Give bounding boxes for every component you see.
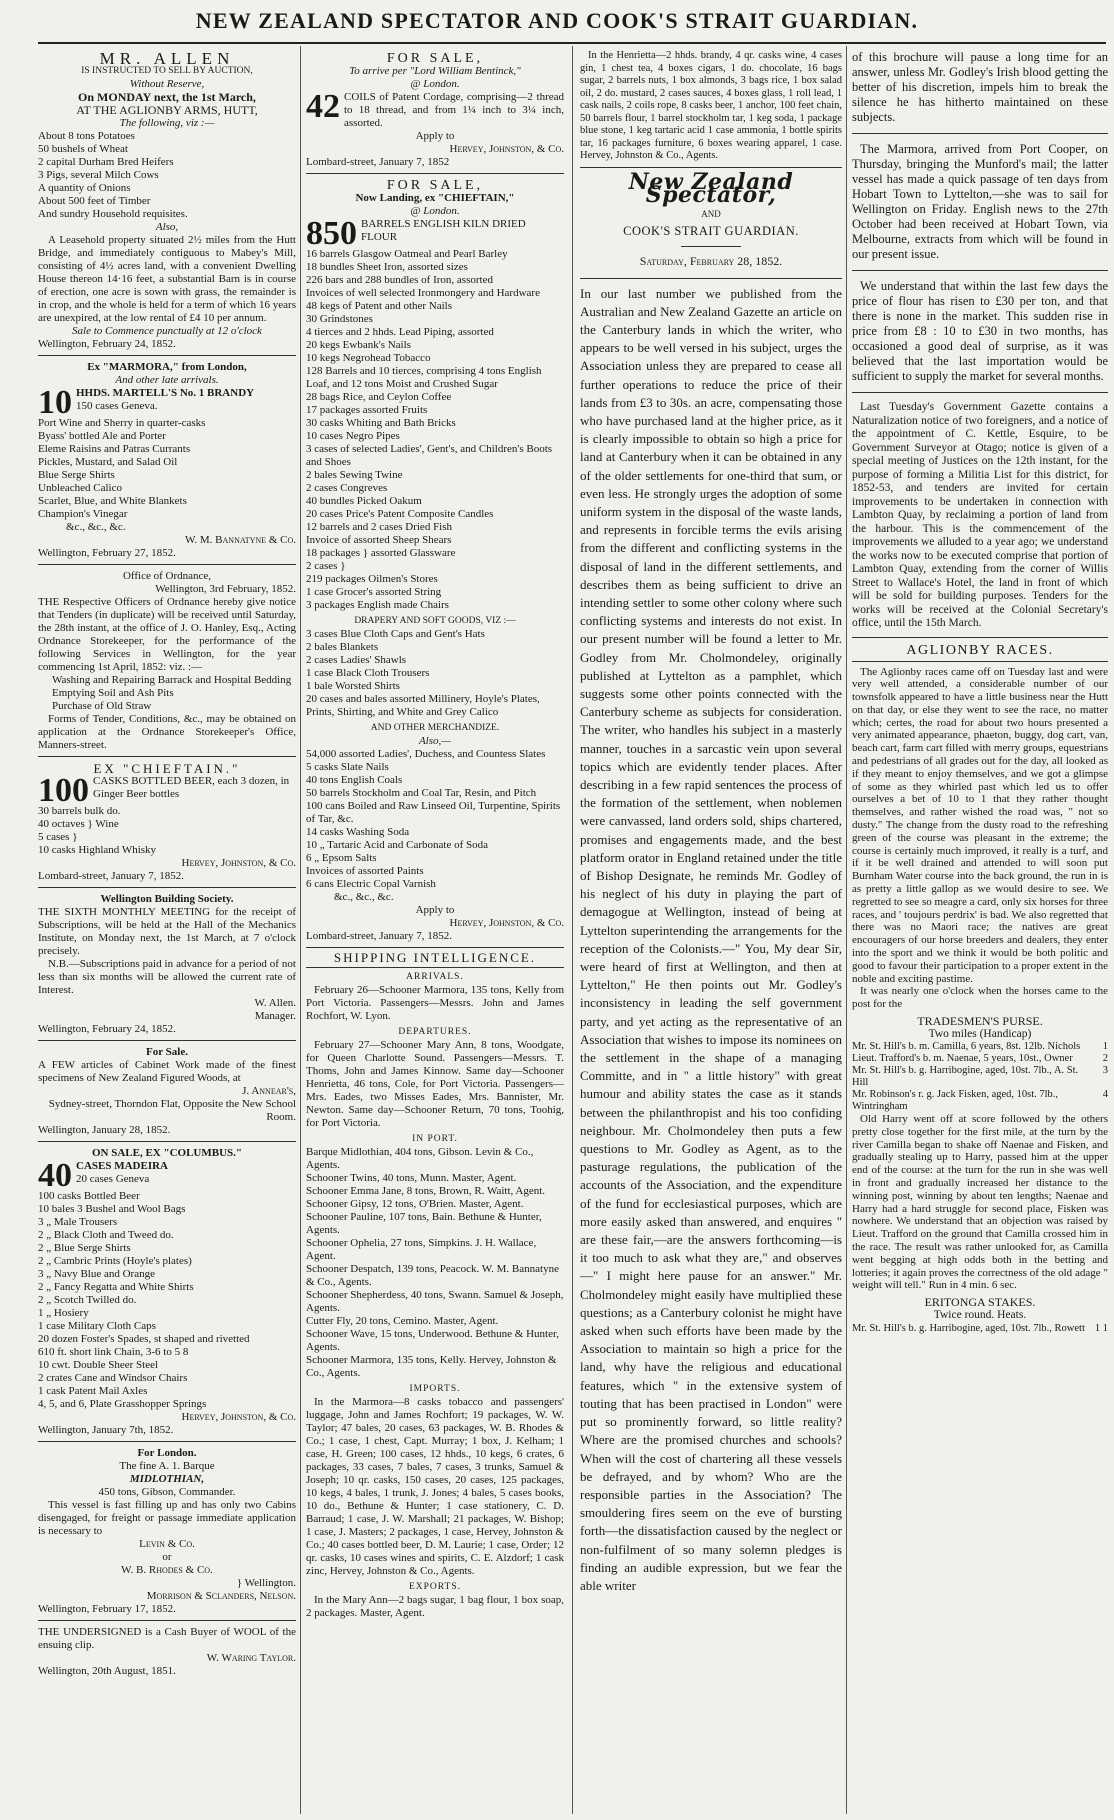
list-item: Cutter Fly, 20 tons, Cemino. Master, Agent. [306,1315,499,1327]
list-item: 2 capital Durham Bred Heifers [38,156,174,168]
list-item: 12 barrels and 2 cases Dried Fish [306,521,453,533]
list-item: Pickles, Mustard, and Salad Oil [38,456,178,468]
list-item: 48 kegs of Patent and other Nails [306,300,453,312]
ad-heading: MR. ALLEN [99,50,235,68]
cabinet-work-ad [38,1044,296,1142]
race-entry-text: Mr. St. Hill's b. m. Camilla, 6 years, 8st. 12lb. Nichols [852,1041,1081,1053]
list-item: 20 cases and bales assorted Millinery, Hoyle's Plates, Prints, Shirting, and White and Grey Calico [306,693,540,718]
ad-subheading: @ London. [410,205,460,217]
ad-number: 10 [38,384,72,421]
list-item: 3 cases Blue Cloth Caps and Gent's Hats [306,628,485,640]
race-entry-place: 3 [1102,1065,1108,1077]
divider [852,661,1108,662]
section-subheading: IMPORTS. [409,1384,461,1394]
item-list [38,130,296,221]
list-item: 3 Pigs, several Milch Cows [38,169,159,181]
list-item: 4, 5, and 6, Plate Grasshopper Springs [38,1398,207,1410]
list-item: 1 case Military Cloth Caps [38,1320,156,1332]
list-item: 1 „ Hosiery [38,1307,89,1319]
ad-body: Forms of Tender, Conditions, &c., may be obtained on application at the Ordnance Storekeeper's Office, Manners-street. [38,713,296,751]
section-subheading: EXPORTS. [408,1582,462,1592]
race-entry [852,1053,1108,1065]
dateline: Lombard-street, January 7, 1852. [306,930,453,942]
dateline: Lombard-street, January 7, 1852 [306,156,450,168]
chieftain-cargo-ad [306,177,564,948]
list-item: 10 cwt. Double Sheer Steel [38,1359,159,1371]
ordnance-notice [38,568,296,757]
list-item: Scarlet, Blue, and White Blankets [38,495,187,507]
ad-line: Without Reserve, [129,78,205,90]
list-item: 40 octaves } Wine [38,818,119,830]
ad-line: Levin & Co. [139,1538,195,1550]
item-list [38,1173,296,1411]
list-item: 10 casks Highland Whisky [38,844,157,856]
ad-line: 150 cases Geneva. [76,400,158,412]
column-rule [572,46,573,1814]
list-item: 2 bales Sewing Twine [306,469,403,481]
ad-body: THE Respective Officers of Ordnance hereby give notice that Tenders (in duplicate) will be received until Saturday, the 28th instant, at the office of J. O. Hanley, Esq., Acting Ordnance Storekeeper, for the performance of the following Services in Wellington, for the year commencing 1st April, 1852: viz. :— [38,596,296,673]
ad-line: The following, viz :— [119,117,215,129]
ad-subheading: AND OTHER MERCHANDIZE. [370,723,500,733]
list-item: 226 bars and 288 bundles of Iron, assorted [306,274,493,286]
list-item: Schooner Wave, 15 tons, Underwood. Bethune & Hunter, Agents. [306,1328,559,1353]
ship-entry: In the Mary Ann—2 bags sugar, 1 bag flour, 1 box soap, 2 packages. Master, Agent. [306,1594,564,1619]
section-subheading: ARRIVALS. [406,972,464,982]
race-entry-place: 4 [1102,1089,1108,1101]
ad-line: Wellington, 3rd February, 1852. [155,583,296,595]
list-item: 20 cases Geneva [76,1173,150,1185]
list-item: 2 cases Congreves [306,482,388,494]
divider [852,637,1108,638]
race-heading: TRADESMEN'S PURSE. [917,1014,1043,1029]
list-item: A quantity of Onions [38,182,131,194]
list-item: 2 „ Scotch Twilled do. [38,1294,137,1306]
list-item: Schooner Pauline, 107 tons, Bain. Bethune & Hunter, Agents. [306,1211,542,1236]
section-heading: AGLIONBY RACES. [906,642,1054,658]
list-item: 30 casks Whiting and Bath Bricks [306,417,456,429]
divider [852,392,1108,393]
list-item: 610 ft. short link Chain, 3-6 to 5 8 [38,1346,189,1358]
chieftain-beer-ad [38,760,296,888]
article-paragraph: Last Tuesday's Government Gazette contains a Naturalization notice of two foreigners, and a notice of the appointment of C. Kettle, Esquire, to be Government Surveyor at Otago; notice is given of a special meeting of Justices on the 12th instant, for the purpose of forming a Militia List for this district, for 1852-53, and tenders are invited for certain improvements to be undertaken in connection with Lambton Quay, by reclaiming a portion of land from the harbour. This is the commencement of the improvements we alluded to a year ago; we understand the works now to be executed comprise that portion of Lambton Quay, extending from the corner of Willis Street to Wallace's Hotel, the land in front of which will be sold for building purposes. Tenders for the works will be received at the Colonial Secretary's office, until the 15th March. [852,401,1108,629]
allen-auction-ad [38,50,296,356]
ad-body: THE SIXTH MONTHLY MEETING for the receipt of Subscriptions, will be held at the Hall of the Mechanics Institute, on Monday next, the 1st March, at 7 o'clock precisely. [38,906,296,957]
column-2 [306,50,564,1812]
list-item: Champion's Vinegar [38,508,128,520]
ad-line: &c., &c., &c. [66,521,126,533]
column-1 [38,50,296,1812]
list-item: Emptying Soil and Ash Pits [52,687,174,699]
ad-signature: Morrison & Sclanders, Nelson. [146,1590,296,1602]
ad-line: &c., &c., &c. [334,891,394,903]
ad-number: 42 [306,88,340,125]
dateline: Wellington, January 28, 1852. [38,1124,171,1136]
list-item: Blue Serge Shirts [38,469,115,481]
list-item: Schooner Emma Jane, 8 tons, Brown, R. Waitt, Agent. [306,1185,546,1197]
issue-date: Saturday, February 28, 1852. [639,253,783,268]
cordage-ad [306,50,564,174]
marmora-ad [38,359,296,565]
dateline: Wellington, January 7th, 1852. [38,1424,174,1436]
ad-line: AT THE AGLIONBY ARMS, HUTT, [76,103,258,117]
list-item: 1 case Black Cloth Trousers [306,667,430,679]
list-item: 50 barrels Stockholm and Coal Tar, Resin, and Pitch [306,787,537,799]
list-item: 4 tierces and 2 hhds. Lead Piping, assorted [306,326,494,338]
item-list [38,805,296,857]
ad-line: The fine A. 1. Barque [119,1460,215,1472]
dateline: Wellington, February 24, 1852. [38,338,176,350]
list-item: Byass' bottled Ale and Porter [38,430,166,442]
race-subheading: Two miles (Handicap) [928,1028,1032,1041]
list-item: 30 Grindstones [306,313,373,325]
ad-line: CASES MADEIRA [76,1160,168,1172]
dateline: Wellington, 20th August, 1851. [38,1665,176,1677]
ad-line: Also, [155,221,179,233]
list-item: Schooner Twins, 40 tons, Munn. Master, Agent. [306,1172,517,1184]
divider [852,270,1108,271]
article-paragraph: Old Harry went off at score followed by the others pretty close together for the first mile, at the turn by the river Camilla began to shake off Naenae and Fisken, and gradually stealing up to Harry, passed him at the upper end of the course: at the turn for the run in she was well in front and gradually increased her distance to the winning post, winning by about ten lengths; Naenae and Harry had a hard struggle for second place, Fisken was nowhere. We understand that an objection was raised by Lieut. Trafford on the ground that Camilla crossed him in the race. The result was rather unlooked for, as Camilla went begging at high odds both in the betting and lotteries; it again proves the correctness of the old adage " weight will tell." Run in 4 min. 6 sec. [852,1113,1108,1292]
list-item: 54,000 assorted Ladies', Duchess, and Countess Slates [306,748,546,760]
list-item: 3 cases of selected Ladies', Gent's, and Children's Boots and Shoes [306,443,553,468]
race-entry-place: 1 [1102,1041,1108,1053]
list-item: Unbleached Calico [38,482,122,494]
section-subheading: IN PORT. [412,1134,458,1144]
divider [580,278,842,279]
list-item: 10 kegs Negrohead Tobacco [306,352,431,364]
list-item: Invoices of well selected Ironmongery and Hardware [306,287,540,299]
ad-line: or [162,1551,172,1563]
list-item: 10 „ Tartaric Acid and Carbonate of Soda [306,839,488,851]
ad-heading: For London. [137,1447,197,1459]
list-item: Invoice of assorted Sheep Shears [306,534,452,546]
ad-line: BARRELS ENGLISH KILN DRIED FLOUR [361,218,526,243]
list-item: 50 bushels of Wheat [38,143,128,155]
list-item: 5 casks Slate Nails [306,761,389,773]
ad-signature: Hervey, Johnston, & Co. [181,1411,296,1423]
ad-line: MIDLOTHIAN, [129,1473,205,1485]
ad-line: Manager. [254,1010,296,1022]
list-item: Schooner Ophelia, 27 tons, Simpkins. J. H. Wallace, Agent. [306,1237,537,1262]
ad-heading: Ex "MARMORA," from London, [87,361,247,373]
list-item: 28 bags Rice, and Ceylon Coffee [306,391,452,403]
list-item: 10 bales 3 Bushel and Wool Bags [38,1203,186,1215]
list-item: 100 cans Boiled and Raw Linseed Oil, Turpentine, Spirits of Tar, &c. [306,800,561,825]
editorial-text: In our last number we published from the Australian and New Zealand Gazette an article on the Canterbury lands in which the writer, who appears to be well versed in his subject, urges the Association unless they are prepared to cease all further operations to reduce the price of their lands from £3 to 30s. an acre, compensating those who have purchased land at the higher price, as it is clearly impossible to obtain so high a price for land at Canterbury when it can be obtained in any of the older settlements for one-third that sum, or even less. He strongly urges the adoption of some uniform system in the disposal of the waste lands, and represents in forcible terms the evils arising from the different and conflicting systems in the disposal of land in the different settlements, and describes them as being sufficient to drive an intending settler to some other colony where such conflicting systems and interests do not exist. In our present number will be found a letter to Mr. Godley from Mr. Cholmondeley, originally published at Lyttelton as a pamphlet, which suggests some other points connected with the Canterbury scheme as subjects for consideration. The writer, who handles his subject in a masterly manner, touches in a sarcastic vein upon several topics which are evidently tender places. After describing in a few rapid sentences the process of the formation of the settlement, when noblemen were canvassed, land orders sold, ships chartered, promises and engagements made, and the best platform orator in England retained under the title of Bishop Designate, he reminds Mr. Godley of his neglect of his duty in playing the part of demagogue at Wellington, instead of being at Lyttelton superintending the arrangements for the reception of the Colonists.—" You, My dear Sir, were heard of first at Wellington, and then at Lyttelton," He then points out Mr. Godley's inconsistency in leading the self government party, and yet acting as the representative of an Association that wishes to impose its nominees on the settlement in the shape of a managing Committe, and in " a little history" with great humour and ability states the case as it stands between the philanthropist and his too confiding neighbour. Mr. Cholmondeley then puts a few questions to Mr. Godley as Agent, as to the pasturage regulations, the publication of the accounts of the Association, and the expenditure of the fund for ecclesiastical purposes, which are more easily asked than answered, and enquires " are these fair,—are the answers forthcoming—is it too much to ask what they are," and observes—" I might here pause for an answer." Mr. Cholmondeley might easily have multiplied these questions; as a Canterbury colonist he might have asked when such efforts have been made by the Association to maintain so high a price for the land, why have the religious and educational features, which " in the extensive system of touting that has been practised in London" were put so prominently forward, so little reality? Where are the promised churches and schools? When will the cost of chartering all these vessels be defrayed, and by whom? Who are the responsible parties in the Association? The smouldering fires seem on the eve of bursting forth—the dissatisfaction caused by the neglect or non-fulfilment of so many solemn pledges is finding an audible expression, but we fear the able writer [580,285,842,1593]
list-item: 2 bales Blankets [306,641,379,653]
wool-buyer-ad [38,1624,296,1682]
list-item: 6 „ Epsom Salts [306,852,377,864]
list-item: 2 crates Cane and Windsor Chairs [38,1372,188,1384]
ad-signature: W. Allen. [254,997,296,1009]
ad-subheading: IS INSTRUCTED TO SELL BY AUCTION, [81,66,253,76]
ad-subheading: DRAPERY AND SOFT GOODS, VIZ :— [354,616,516,626]
newspaper-title: New Zealand Spectator, [628,168,794,208]
ad-subheading: Also,— [418,735,452,747]
ad-number: 850 [306,215,357,252]
list-item: 128 Barrels and 10 tierces, comprising 4 tons English Loaf, and 12 tons Moist and Crushed Sugar [306,365,542,390]
ship-entry: February 26—Schooner Marmora, 135 tons, Kelly from Port Victoria. Passengers—Messrs. John and James Rochfort, W. Lyon. [306,984,564,1022]
list-item: 5 cases } [38,831,78,843]
list-item: 2 „ Fancy Regatta and White Shirts [38,1281,194,1293]
ship-entry: February 27—Schooner Mary Ann, 8 tons, Woodgate, for Queen Charlotte Sound. Passengers—Messrs. T. Thoms, John and James Kinnow. Same day—Schooner Henrietta, 46 tons, Cole, for Port Victoria. Passengers—Mrs. Eades, two Misses Eades, Mrs. Bannister, Mr. Newton. Same day—Schooner Return, 70 tons, Toohig, for Port Victoria. [306,1039,564,1129]
ad-body: This vessel is fast filling up and has only two Cabins disengaged, for freight or passage immediate application is necessary to [38,1499,296,1537]
race-entry-place: 2 [1102,1053,1108,1065]
ad-line: } Wellington. [236,1577,296,1589]
race-entry-text: Mr. St. Hill's b. g. Harribogine, aged, 10st. 7lb., Rowett [852,1323,1085,1335]
list-item: 2 „ Black Cloth and Tweed do. [38,1229,174,1241]
race-entry-place: 1 1 [1094,1323,1108,1335]
list-item: 6 cans Electric Copal Varnish [306,878,436,890]
ad-subheading: To arrive per "Lord William Bentinck," [349,65,521,77]
divider [852,133,1108,134]
newspaper-subtitle: COOK'S STRAIT GUARDIAN. [623,223,799,238]
race-subheading: Twice round. Heats. [933,1309,1027,1322]
list-item: And sundry Household requisites. [38,208,188,220]
ad-body: THE UNDERSIGNED is a Cash Buyer of WOOL of the ensuing clip. [38,1626,296,1651]
dateline: Lombard-street, January 7, 1852. [38,870,185,882]
divider [681,246,741,247]
article-paragraph: The Aglionby races came off on Tuesday last and were very well attended, a considerable number of our townsfolk appeared to have a little business near the Hutt on that day, or else they went to see the race, no matter which; certes, the road for about two hours presented a very animated appearance, phaeton, buggy, dog cart, van, beach cart, farm cart filled with merry groups, equestrians and pedestrians of all grades out for the day, all looked as if they meant to enjoy themselves, and we got a glimpse of some as they whirled past which led us to offer ourselves a bet of 10 to 1 that they rather thought themselves, and rather wished the road was, " not so dusty." The change from the dusty road to the refreshing green of the course was pleasant in the extreme; the course is certainly much improved, it really is a turf, and if it be well drained and attended to will soon put Burnham Water course into the back ground, the run in is as pretty a little gallop as we would desire to see. We regretted to see so meagre a card, only six horses for three races, and ' toujours perdrix' is bad. We also regretted that there was no Maori race; the natives are great encouragers of our horse breeders and dealers, they enter into the sport and we think it would be both politic and good to favour their participation to a proper extent in the noble and exciting pastime. [852,665,1108,985]
item-list [306,628,564,719]
list-item: 2 „ Cambric Prints (Hoyle's plates) [38,1255,192,1267]
list-item: Schooner Gipsy, 12 tons, O'Brien. Master, Agent. [306,1198,524,1210]
ad-heading: FOR SALE, [386,51,484,66]
column-rule [846,46,847,1814]
ad-heading: FOR SALE, [386,178,484,193]
ad-line: Apply to [415,904,455,916]
london-ship-ad [38,1445,296,1621]
column-rule [300,46,301,1814]
list-item: 1 case Grocer's assorted String [306,586,442,598]
ad-signature: Hervey, Johnston, & Co. [449,917,564,929]
article-paragraph: of this brochure will pause a long time for an answer, unless Mr. Godley's Irish blood getting the better of his discretion, impels him to break the silence he has hitherto maintained on these subjects. [852,50,1108,124]
article-paragraph: It was nearly one o'clock when the horses came to the post for the [852,985,1108,1011]
ad-line: HHDS. MARTELL'S No. 1 BRANDY [76,387,255,399]
list-item: Schooner Despatch, 139 tons, Peacock. W. M. Bannatyne & Co., Agents. [306,1263,559,1288]
list-item: Washing and Repairing Barrack and Hospital Bedding [52,674,292,686]
list-item: 30 barrels bulk do. [38,805,121,817]
ad-body: A Leasehold property situated 2½ miles from the Hutt Bridge, and immediately contiguous to Mabey's Mill, consisting of 4½ acres land, with a convenient Dwelling House thereon 14·16 feet, a substantial Barn is in course of erection, one acre is sown with grass, the remainder is in crop, and the whole is held for a term of which 16 years are unexpired, at the low rental of £4 10 per annum. [38,234,296,324]
race-entry-text: Mr. Robinson's r. g. Jack Fisken, aged, 10st. 7lb., Wintringham [852,1089,1059,1113]
ad-signature: J. Annear's, [242,1085,296,1097]
ad-heading: For Sale. [146,1046,188,1058]
list-item: About 8 tons Potatoes [38,130,135,142]
column-4 [852,50,1108,1812]
list-item: 1 cask Patent Mail Axles [38,1385,148,1397]
race-results [852,1041,1108,1113]
race-entry-text: Lieut. Trafford's b. m. Naenae, 5 years, 10st., Owner [852,1053,1073,1065]
list-item: About 500 feet of Timber [38,195,151,207]
ad-subheading: Now Landing, ex "CHIEFTAIN," [355,192,515,204]
ad-subheading: And other late arrivals. [115,374,219,386]
column-3 [580,50,842,1812]
building-society-notice [38,891,296,1041]
dateline: Wellington, February 24, 1852. [38,1023,176,1035]
ad-subheading: @ London. [410,78,460,90]
race-entry [852,1322,1108,1335]
ad-signature: Hervey, Johnston, & Co. [449,143,564,155]
list-item: 17 packages assorted Fruits [306,404,428,416]
ad-line: Apply to [415,130,455,142]
list-item: 3 packages English made Chairs [306,599,449,611]
ad-body: A FEW articles of Cabinet Work made of the finest specimens of New Zealand Figured Woods, at [38,1059,296,1084]
list-item: 3 „ Navy Blue and Orange [38,1268,155,1280]
divider [580,167,842,168]
title-connector: AND [701,208,721,219]
list-item: 16 barrels Glasgow Oatmeal and Pearl Barley [306,248,508,260]
list-item: Schooner Shepherdess, 40 tons, Swann. Samuel & Joseph, Agents. [306,1289,564,1314]
article-paragraph: We understand that within the last few days the price of flour has risen to £30 per ton, and that there is none in the market. This sudden rise in price from £8 : 10 to £30 in two months, has occasioned a good deal of surprise, as it was believed that the last importation would be sufficient to supply the market for several months. [852,279,1108,383]
ad-body: N.B.—Subscriptions paid in advance for a period of not less than six months will be allowed the current rate of Interest. [38,958,296,996]
ad-line: On MONDAY next, the 1st March, [78,90,256,104]
list-item: Port Wine and Sherry in quarter-casks [38,417,206,429]
ship-entry: In the Henrietta—2 hhds. brandy, 4 qr. casks wine, 4 cases gin, 1 chest tea, 4 boxes cigars, 1 do. chocolate, 16 bags sugar, 2 barrels nuts, 1 box almonds, 3 bags rice, 1 box salad oil, 2 do. mustard, 2 cases sauces, 4 boxes glass, 1 roll lead, 1 cask nails, 2 coils rope, 8 casks beer, 1 anchor, 100 feet chain, 50 barrels flour, 1 barrel stockholm tar, 1 keg soda, 1 package blue stone, 1 keg tartaric acid 1 case ammonia, 1 bottle spirits tar, 16 packages furniture, 6 boxes wearing apparel, 1 case. Hervey, Johnston & Co., Agents. [580,50,842,161]
list-item: 14 casks Washing Soda [306,826,410,838]
list-item: 20 cases Price's Patent Composite Candles [306,508,494,520]
ad-line: Office of Ordnance, [122,570,212,582]
section-subheading: DEPARTURES. [398,1027,472,1037]
list-item: 3 „ Male Trousers [38,1216,118,1228]
columbus-ad [38,1145,296,1442]
ad-signature: W. M. Bannatyne & Co. [185,534,296,546]
ship-entry: In the Marmora—8 casks tobacco and passengers' luggage, John and James Rochfort; 19 packages, W. W. Taylor; 47 bales, 20 cases, 63 packages, W. B. Rhodes & Co.; 1 case, 1 chest, Capt. Murray; 1 box, J. Kelham; 1 case, H. Green; 100 cases, 12 hhds., 10 kegs, 6 crates, 6 packages, 33 cases, 7 bales, 7 cases, 3 trunks, Samuel & Joseph; 10 qr. casks, 150 cases, 20 cases, 125 packages, 10 kegs, 4 bales, 1 trunk, J. Jones; 4 bales, 5 cases books, 10 do., Bethune & Hunter; 1 case stationery, C. D. Barraud; 1 case, J. W. Marshall; 21 packages, W. Bishop; 1 case, J. Masters; 2 packages, 1 case, Hervey, Johnston & Co.; 40 cases bottled beer, D. M. Laurie; 1 case, Order; 12 qr. casks, 10 cases wines and spirits, C. E. Alzdorf; 1 cask zinc, Hervey, Johnston & Co., Agents. [306,1396,564,1577]
list-item: 2 cases } [306,560,346,572]
race-entry-text: Mr. St. Hill's b. g. Harribogine, aged, 10st. 7lb., A. St. Hill [852,1065,1079,1089]
ad-number: 100 [38,772,89,809]
article-paragraph: The Marmora, arrived from Port Cooper, on Thursday, bringing the Munford's mail; the latter vessel has made a quick passage of ten days from Hobart Town to Lyttelton,—she was to sail for Wellington on Friday. English news to the 27th October had been received at Hobart Town, via Melbourne, extracts from which will be found in our present issue. [852,142,1108,261]
dateline: Wellington, February 27, 1852. [38,547,176,559]
ad-line: W. B. Rhodes & Co. [121,1564,213,1576]
ad-heading: ON SALE, EX "COLUMBUS." [91,1147,243,1159]
list-item: 219 packages Oilmen's Stores [306,573,438,585]
list-item: Eleme Raisins and Patras Currants [38,443,191,455]
list-item: Purchase of Old Straw [52,700,152,712]
dateline: Wellington, February 17, 1852. [38,1603,176,1615]
list-item: 2 „ Blue Serge Shirts [38,1242,131,1254]
list-item: Barque Midlothian, 404 tons, Gibson. Levin & Co., Agents. [306,1146,534,1171]
list-item: 1 bale Worsted Shirts [306,680,400,692]
ad-signature: W. Waring Taylor. [206,1652,296,1664]
race-entry [852,1089,1108,1113]
ad-heading: Wellington Building Society. [100,893,234,905]
list-item: 10 cases Negro Pipes [306,430,400,442]
list-item: 2 cases Ladies' Shawls [306,654,407,666]
ad-line: CASKS BOTTLED BEER, each 3 dozen, in Ginger Beer bottles [93,775,290,800]
masthead-rule [38,42,1106,44]
list-item: 40 bundles Picked Oakum [306,495,422,507]
ad-number: 40 [38,1157,72,1194]
shipping-intelligence [306,951,564,1620]
list-item: 40 tons English Coals [306,774,403,786]
race-entry [852,1041,1108,1053]
race-entry [852,1065,1108,1089]
list-item: 100 casks Bottled Beer [38,1190,140,1202]
ad-signature: Hervey, Johnston, & Co. [181,857,296,869]
race-heading: ERITONGA STAKES. [924,1295,1036,1310]
list-item: 20 kegs Ewbank's Nails [306,339,411,351]
item-list [306,748,564,891]
ad-heading: EX "CHIEFTAIN." [93,761,241,776]
masthead: NEW ZEALAND SPECTATOR AND COOK'S STRAIT GUARDIAN. [195,8,919,33]
list-item: 20 dozen Foster's Spades, st shaped and rivetted [38,1333,250,1345]
ad-body: COILS of Patent Cordage, comprising—2 thread to 18 thread, and from 1¼ inch to 3¼ inch, assorted. [344,91,564,129]
section-heading: SHIPPING INTELLIGENCE. [306,951,564,968]
item-list [38,417,296,521]
list-item: 18 bundles Sheet Iron, assorted sizes [306,261,468,273]
list-item: Schooner Marmora, 135 tons, Kelly. Hervey, Johnston & Co., Agents. [306,1354,557,1379]
ad-line: 450 tons, Gibson, Commander. [98,1486,236,1498]
ad-line: Sydney-street, Thorndon Flat, Opposite the New School Room. [48,1098,296,1123]
list-item: Invoices of assorted Paints [306,865,424,877]
list-item: 18 packages } assorted Glassware [306,547,456,559]
ad-line: Sale to Commence punctually at 12 o'clock [72,325,262,337]
item-list [306,248,564,612]
